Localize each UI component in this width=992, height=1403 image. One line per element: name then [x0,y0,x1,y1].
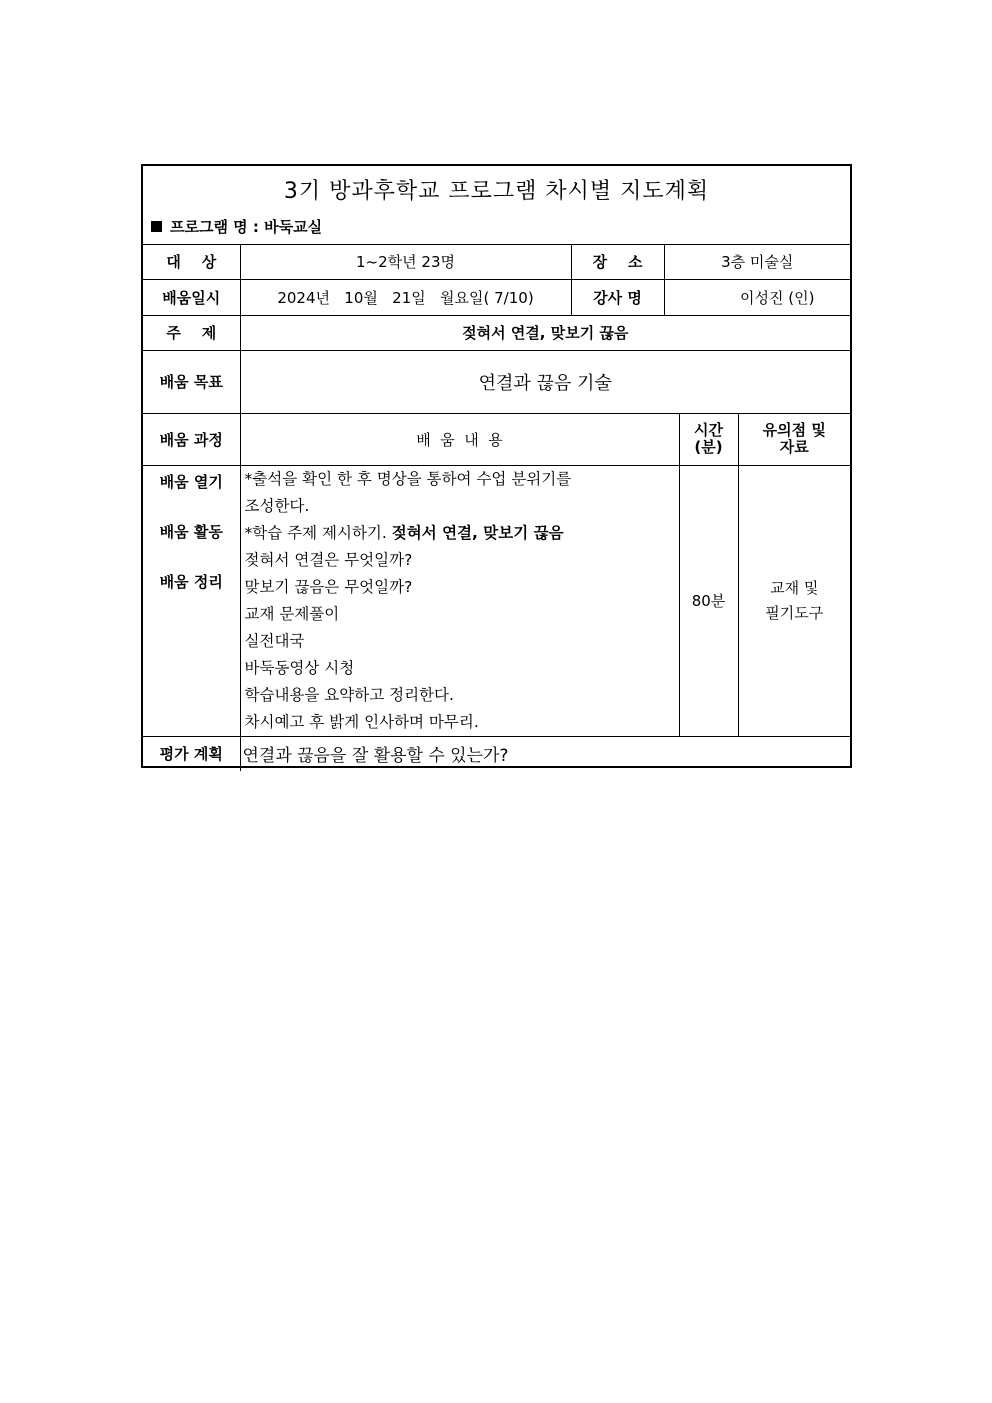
topic-value: 젖혀서 연결, 맞보기 끊음 [240,315,850,350]
process-header-time: 시간 (분) [679,413,738,465]
page-title: 3기 방과후학교 프로그램 차시별 지도계획 [283,179,710,204]
goal-label: 배움 목표 [143,350,240,413]
row-process [143,465,850,736]
process-line [245,520,679,547]
row-target [143,244,850,279]
process-header-label: 배움 과정 [143,413,240,465]
process-header-notes: 유의점 및 자료 [738,413,850,465]
evaluation-value: 연결과 끊음을 잘 활용할 수 있는가? [240,736,850,771]
program-name-label: 프로그램 명 : 바둑교실 [170,218,323,236]
process-time: 80분 [679,465,738,736]
process-line: 학습내용을 요약하고 정리한다. [244,685,454,704]
process-line: 바둑동영상 시청 [244,658,355,677]
target-value: 1~2학년 23명 [240,244,571,279]
stage-closing: 배움 정리 [159,572,223,591]
process-line: 맞보기 끊음은 무엇일까? [244,577,413,596]
instructor-label: 강사 명 [571,279,664,315]
row-topic [143,315,850,350]
process-header-content: 배 움 내 용 [240,413,679,465]
row-process-header [143,413,850,465]
plan-header [143,166,850,245]
row-date [143,279,850,315]
process-line: 조성한다. [244,496,310,515]
stage-activity: 배움 활동 [159,522,223,541]
date-label: 배움일시 [143,279,240,315]
topic-label: 주 제 [143,315,240,350]
process-line: 차시예고 후 밝게 인사하며 마무리. [244,712,479,731]
notes-line-1: 교재 및 [770,578,819,597]
stage-opening: 배움 열기 [159,472,223,491]
process-line: *출석을 확인 한 후 명상을 통하여 수업 분위기를 [244,469,572,488]
place-value: 3층 미술실 [664,244,850,279]
date-value: 2024년 10월 21일 월요일( 7/10) [240,279,571,315]
process-line: 교재 문제풀이 [244,604,340,623]
evaluation-label: 평가 계획 [143,736,240,771]
plan-table [143,244,850,771]
notes-line-2: 필기도구 [765,603,824,622]
instructor-value: 이성진 (인) [664,279,850,315]
process-content [240,465,679,736]
row-evaluation [143,736,850,771]
place-label: 장 소 [571,244,664,279]
process-line-topic: 젖혀서 연결, 맞보기 끊음 [391,523,564,542]
process-notes [738,465,850,736]
black-square-icon [151,221,162,232]
lesson-plan-sheet [141,164,852,768]
process-line: 젖혀서 연결은 무엇일까? [244,550,413,569]
process-line-text: *학습 주제 제시하기. [244,523,387,542]
goal-value: 연결과 끊음 기술 [240,350,850,413]
row-goal [143,350,850,413]
target-label: 대 상 [143,244,240,279]
process-stages [143,465,240,736]
program-name [151,216,322,237]
process-line: 실전대국 [244,631,305,650]
